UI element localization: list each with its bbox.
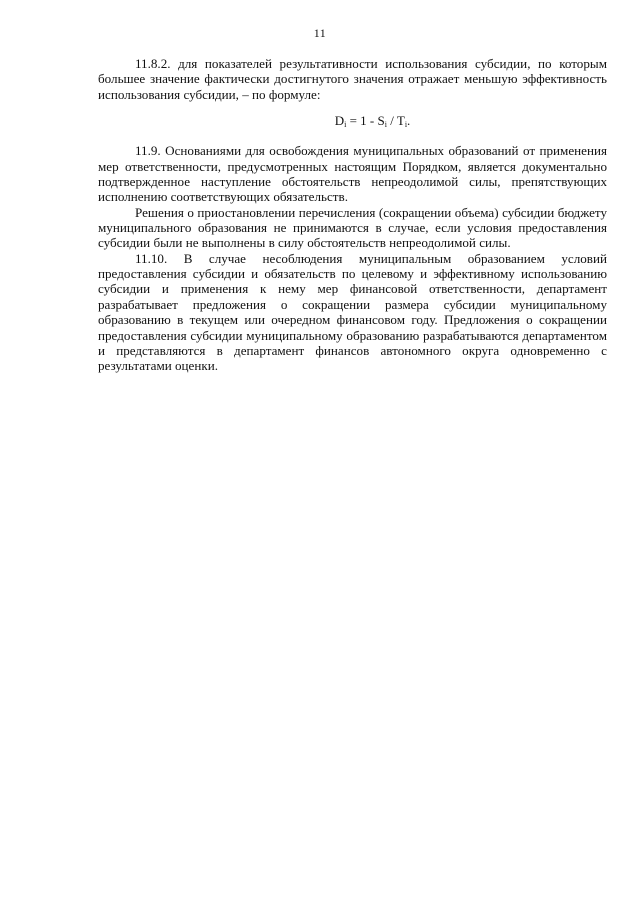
formula-equals-one-minus: = 1 -	[346, 113, 378, 129]
formula	[98, 113, 607, 128]
formula-s-subscript: i	[384, 120, 387, 130]
paragraph-decisions: Решения о приостановлении перечисления (сокращении объема) субсидии бюджету муниципального образования не принимаются в случае, если условия предоставления субсидии были не выполнены в силу обстоятельств непреодолимой силы.	[98, 204, 607, 251]
formula-slash: /	[386, 113, 397, 129]
formula-t-subscript: i	[404, 120, 408, 130]
paragraph-11-10: 11.10. В случае несоблюдения муниципальным образованием условий предоставления субсидии и обязательств по целевому и эффективному использованию субсидии и применения к нему мер финансовой ответственности, департамент разрабатывает предложения о сокращении размера субсидии муниципальному образованию в текущем или очередном финансовом году. Предложения о сокращении предоставления субсидии муниципальному образованию разрабатываются департаментом и представляются в департамент финансов автономного округа одновременно с результатами оценки.	[98, 250, 607, 374]
formula-d-subscript: i	[344, 120, 347, 130]
formula-s: S	[377, 113, 385, 129]
document-body	[98, 56, 607, 374]
formula-d: D	[334, 113, 345, 129]
formula-t: T	[396, 113, 405, 129]
paragraph-11-8-2: 11.8.2. для показателей результативности использования субсидии, по которым большее значение фактически достигнутого значения отражает меньшую эффективность использования субсидии, – по формуле:	[98, 56, 607, 102]
formula-period: .	[407, 113, 411, 129]
paragraph-11-9: 11.9. Основаниями для освобождения муниципальных образований от применения мер ответственности, предусмотренных настоящим Порядком, является документально подтвержденное наступление обстоятельств непреодолимой силы, препятствующих исполнению соответствующих обязательств.	[98, 143, 607, 205]
page-number: 11	[313, 26, 327, 40]
